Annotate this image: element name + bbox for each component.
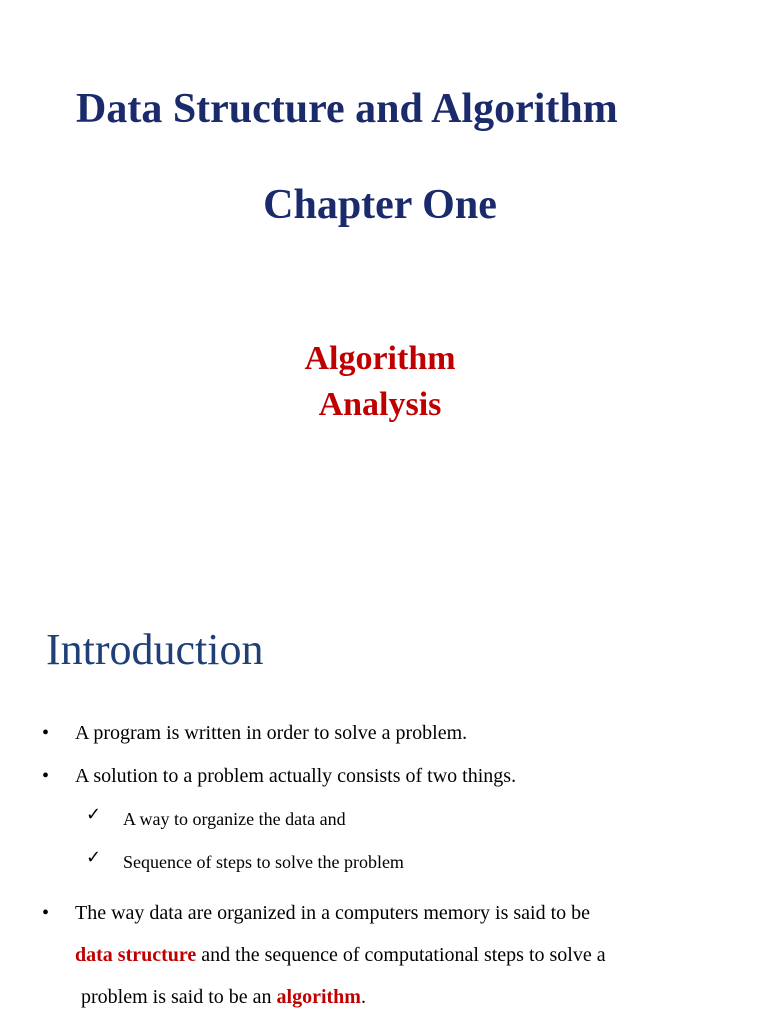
term-algorithm: algorithm xyxy=(276,986,361,1008)
chapter-title-text: Chapter One xyxy=(263,182,497,228)
checkmark-icon: ✓ xyxy=(86,847,102,868)
definition-text-3: problem is said to be an xyxy=(81,986,277,1008)
sub-item-text: Sequence of steps to solve the problem xyxy=(123,852,404,872)
sub-list xyxy=(40,806,740,875)
introduction-slide xyxy=(0,560,768,1024)
sub-item xyxy=(40,806,740,832)
bullet-dot-icon: • xyxy=(42,902,50,924)
slide-subtitle xyxy=(0,336,760,428)
bullet-text: A program is written in order to solve a problem. xyxy=(75,722,468,744)
sub-item xyxy=(40,849,740,875)
sub-item-text: A way to organize the data and xyxy=(123,809,346,829)
bullet-list xyxy=(40,720,740,1018)
intro-heading: Introduction xyxy=(46,625,264,674)
definition-text-2: and the sequence of computational steps to solve a xyxy=(196,944,606,966)
bullet-text: A solution to a problem actually consists of two things. xyxy=(75,765,517,787)
checkmark-icon: ✓ xyxy=(86,804,102,825)
sub-list-container xyxy=(40,806,740,875)
definition-text-1: The way data are organized in a computers memory is said to be xyxy=(75,902,591,924)
term-data-structure: data structure xyxy=(75,944,197,966)
bullet-item xyxy=(40,763,740,789)
bullet-item-definition xyxy=(40,892,740,1018)
bullet-dot-icon: • xyxy=(42,765,50,787)
definition-end: . xyxy=(360,986,366,1008)
chapter-title xyxy=(0,180,760,230)
course-title: Data Structure and Algorithm xyxy=(76,86,618,132)
subtitle-line-1: Algorithm xyxy=(304,340,456,377)
subtitle-line-2: Analysis xyxy=(318,386,442,423)
bullet-dot-icon: • xyxy=(42,722,50,744)
bullet-item xyxy=(40,720,740,746)
